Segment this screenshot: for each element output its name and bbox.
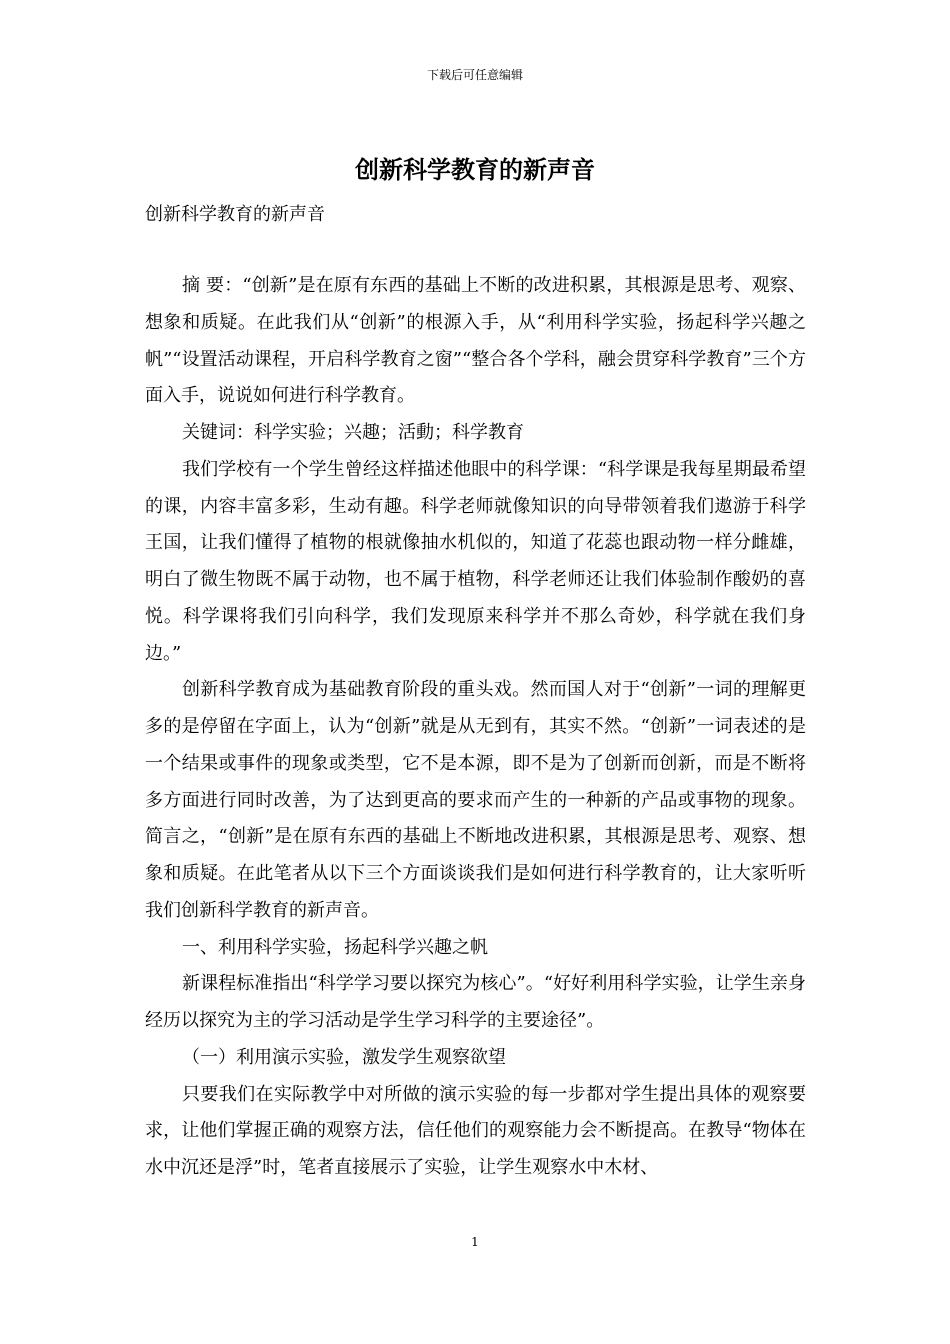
document-subtitle: 创新科学教育的新声音: [145, 204, 325, 225]
keywords-paragraph: 关键词：科学实验；兴趣；活動；科学教育: [182, 422, 524, 443]
body-paragraph: 我们学校有一个学生曾经这样描述他眼中的科学课：“科学课是我每星期最希望的课，内容丰富多彩，生动有趣。科学老师就像知识的向导带领着我们遨游于科学王国，让我们懂得了植物的根就像抽水机似的，知道了花蕊也跟动物一样分雌雄，明白了微生物既不属于动物，也不属于植物，科学老师还让我们体验制作酸奶的喜悦。科学课将我们引向科学，我们发现原来科学并不那么奇妙，科学就在我们身边。”: [145, 458, 806, 664]
body-paragraph: 只要我们在实际教学中对所做的演示实验的每一步都对学生提出具体的观察要求，让他们掌握正确的观察方法，信任他们的观察能力会不断提高。在教导“物体在水中沉还是浮”时，笔者直接展示了实验，让学生观察水中木材、: [145, 1083, 806, 1178]
body-paragraph: 创新科学教育成为基础教育阶段的重头戏。然而国人对于“创新”一词的理解更多的是停留在字面上，认为“创新”就是从无到有，其实不然。“创新”一词表述的是一个结果或事件的现象或类型，它不是本源，即不是为了创新而创新，而是不断将多方面进行同时改善，为了达到更高的要求而产生的一种新的产品或事物的现象。简言之，“创新”是在原有东西的基础上不断地改进积累，其根源是思考、观察、想象和质疑。在此笔者从以下三个方面谈谈我们是如何进行科学教育的，让大家听听我们创新科学教育的新声音。: [145, 679, 806, 921]
abstract-paragraph: 摘 要：“创新”是在原有东西的基础上不断的改进积累，其根源是思考、观察、想象和质疑。在此我们从“创新”的根源入手，从“利用科学实验，扬起科学兴趣之帆”“设置活动课程，开启科学教育之窗”“整合各个学科，融会贯穿科学教育”三个方面入手，说说如何进行科学教育。: [145, 275, 806, 407]
page-number: 1: [471, 1235, 479, 1249]
document-body: [145, 268, 806, 1187]
subsection-heading: （一）利用演示实验，激发学生观察欲望: [182, 1046, 506, 1068]
body-paragraph: 新课程标准指出“科学学习要以探究为核心”。“好好利用科学实验，让学生亲身经历以探究为主的学习活动是学生学习科学的主要途径”。: [145, 973, 806, 1031]
section-heading: 一、利用科学实验，扬起科学兴趣之帆: [182, 936, 488, 958]
page-header: 下载后可任意编辑: [426, 68, 523, 82]
document-title: 创新科学教育的新声音: [355, 155, 595, 184]
